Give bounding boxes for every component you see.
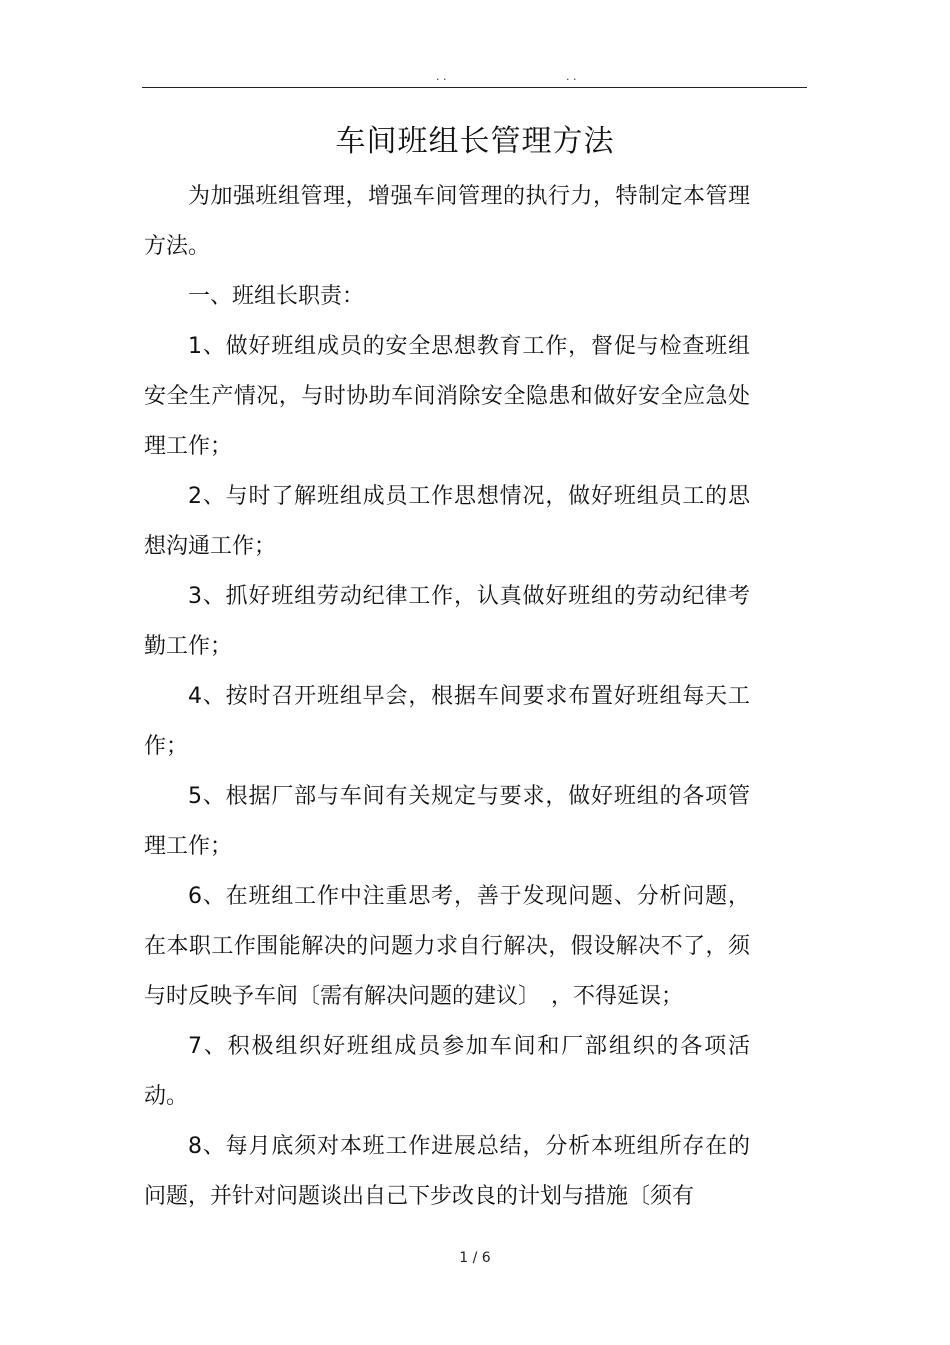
header-rule <box>142 87 807 88</box>
page-indicator: 1 / 6 <box>459 1250 491 1266</box>
duty-item-2: 2、与时了解班组成员工作思想情况，做好班组员工的思想沟通工作； <box>144 484 750 559</box>
document-body <box>144 172 750 1222</box>
header-mark-left: . . <box>436 70 447 83</box>
section-heading-duties: 一、班组长职责： <box>188 284 365 309</box>
header-mark-right: . . <box>566 70 577 83</box>
duty-item-8: 8、每月底须对本班工作进展总结，分析本班组所存在的问题，并针对问题谈出自己下步改良的计划与措施〔须有 <box>144 1134 750 1209</box>
duty-item-4: 4、按时召开班组早会，根据车间要求布置好班组每天工作； <box>144 684 750 759</box>
duty-item-1: 1、做好班组成员的安全思想教育工作，督促与检查班组安全生产情况，与时协助车间消除安全隐患和做好安全应急处理工作； <box>144 334 750 459</box>
duty-item-5: 5、根据厂部与车间有关规定与要求，做好班组的各项管理工作； <box>144 784 750 859</box>
duty-item-7: 7、积极组织好班组成员参加车间和厂部组织的各项活动。 <box>144 1034 750 1109</box>
paragraph-intro: 为加强班组管理，增强车间管理的执行力，特制定本管理方法。 <box>144 184 750 259</box>
document-title: 车间班组长管理方法 <box>335 124 615 159</box>
duty-item-6: 6、在班组工作中注重思考，善于发现问题、分析问题，在本职工作围能解决的问题力求自行解决，假设解决不了，须与时反映予车间〔需有解决问题的建议〕 ，不得延误； <box>144 884 750 1009</box>
header-marks <box>0 70 950 86</box>
duty-item-3: 3、抓好班组劳动纪律工作，认真做好班组的劳动纪律考勤工作； <box>144 584 750 659</box>
